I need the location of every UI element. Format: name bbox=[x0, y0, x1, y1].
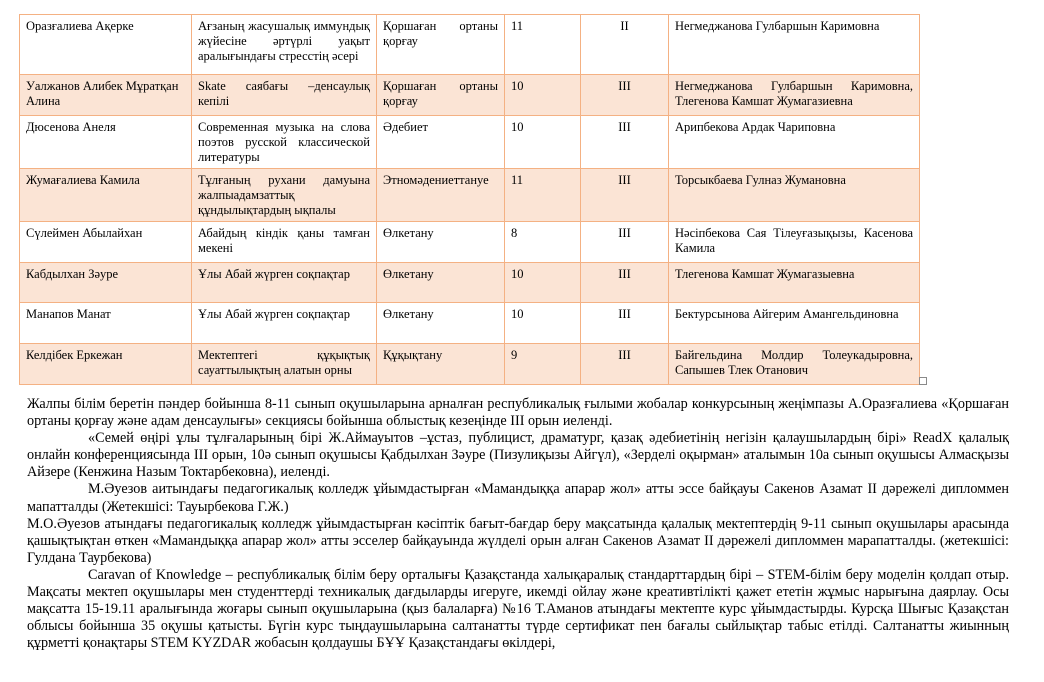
project-topic-cell: Skate саябағы –денсаулық кепілі bbox=[192, 75, 377, 116]
grade-cell: 11 bbox=[505, 15, 581, 75]
project-topic-cell: Абайдың кіндік қаны тамған мекені bbox=[192, 222, 377, 263]
grade-cell: 10 bbox=[505, 303, 581, 344]
student-name-cell: Жумағалиева Камила bbox=[20, 169, 192, 222]
grade-cell: 10 bbox=[505, 75, 581, 116]
results-table bbox=[19, 14, 920, 385]
place-cell: III bbox=[581, 169, 669, 222]
table-row bbox=[20, 303, 920, 344]
project-topic-cell: Современная музыка на слова поэтов русской классической литературы bbox=[192, 116, 377, 169]
table-row bbox=[20, 169, 920, 222]
section-cell: Этномәдениеттануе bbox=[377, 169, 505, 222]
paragraph: М.Әуезов аитындағы педагогикалық колледж ұйымдастырған «Мамандыққа апарар жол» атты эссе байқауы Сакенов Азамат II дәрежелі дипломмен мапатталды (Жетекшісі: Тауырбекова Г.Ж.) bbox=[27, 481, 1009, 515]
grade-cell: 10 bbox=[505, 263, 581, 303]
grade-cell: 9 bbox=[505, 344, 581, 385]
supervisor-cell: Тлегенова Камшат Жумагазыевна bbox=[669, 263, 920, 303]
place-cell: III bbox=[581, 75, 669, 116]
section-cell: Қоршаған ортаны қорғау bbox=[377, 15, 505, 75]
student-name-cell: Манапов Манат bbox=[20, 303, 192, 344]
student-name-cell: Келдібек Еркежан bbox=[20, 344, 192, 385]
table-row bbox=[20, 75, 920, 116]
place-cell: III bbox=[581, 116, 669, 169]
supervisor-cell: Торсыкбаева Гулназ Жумановна bbox=[669, 169, 920, 222]
section-cell: Әдебиет bbox=[377, 116, 505, 169]
student-name-cell: Оразғалиева Ақерке bbox=[20, 15, 192, 75]
project-topic-cell: Ұлы Абай жүрген соқпақтар bbox=[192, 303, 377, 344]
project-topic-cell: Ұлы Абай жүрген соқпақтар bbox=[192, 263, 377, 303]
table-row bbox=[20, 15, 920, 75]
section-cell: Өлкетану bbox=[377, 303, 505, 344]
supervisor-cell: Негмеджанова Гулбаршын Каримовна bbox=[669, 15, 920, 75]
place-cell: III bbox=[581, 303, 669, 344]
section-cell: Қоршаған ортаны қорғау bbox=[377, 75, 505, 116]
section-cell: Өлкетану bbox=[377, 263, 505, 303]
grade-cell: 8 bbox=[505, 222, 581, 263]
table-row bbox=[20, 116, 920, 169]
table-row bbox=[20, 344, 920, 385]
project-topic-cell: Ағзаның жасушалық иммундық жүйесіне әртүрлі уақыт аралығындағы стресстің әсері bbox=[192, 15, 377, 75]
paragraph: «Семей өңірі ұлы тұлғаларының бірі Ж.Аймауытов –ұстаз, публицист, драматург, қазақ әдебиетінің негізін қалаушылардың бірі» ReadX қалалық онлайн конференциясында III орын, 10ә сынып оқушысы Қабдылхан Зәуре (Пизулиқызы Айгүл), «Зерделі оқырман» аталымын 10а сынып оқушысы Алмасқызы Айзере (Кенжина Назым Токтарбековна), иеленді. bbox=[27, 430, 1009, 481]
table-resize-handle[interactable] bbox=[919, 377, 927, 385]
project-topic-cell: Мектептегі құқықтық сауаттылықтың алатын орны bbox=[192, 344, 377, 385]
student-name-cell: Кабдылхан Зәуре bbox=[20, 263, 192, 303]
section-cell: Өлкетану bbox=[377, 222, 505, 263]
place-cell: III bbox=[581, 344, 669, 385]
paragraph: Жалпы білім беретін пәндер бойынша 8-11 сынып оқушыларына арналған республикалық ғылыми жобалар конкурсының жеңімпазы А.Оразғалиева «Қоршаған ортаны қорғау және адам денсаулығы» секциясы бойынша облыстық кезеңінде III орын иеленді. bbox=[27, 396, 1009, 430]
place-cell: III bbox=[581, 263, 669, 303]
grade-cell: 11 bbox=[505, 169, 581, 222]
grade-cell: 10 bbox=[505, 116, 581, 169]
table-row bbox=[20, 263, 920, 303]
paragraph: Caravan of Knowledge – республикалық білім беру орталығы Қазақстанда халықаралық стандарттардың бірі – STEM-білім беру моделін қолдап отыр. Мақсаты мектеп оқушылары мен студенттерді техникалық дағдыларды игеруге, икемді ойлау және креативтілікті қажет ететін жұмыс нарығына даярлау. Осы мақсатта 15-19.11 аралығында жоғары сынып оқушыларына (қыз балаларға) №16 Т.Аманов атындағы мектепте курс ұйымдастырды. Курсқа Шығыс Қазақстан облысы бойынша 35 оқушы қатысты. Бүгін курс тыңдаушыларына салтанатты түрде сертификат пен бағалы сыйлықтар табыс етілді. Салтанатты жиынның құрметті қонақтары STEM KYZDAR жобасын қолдаушы БҰҰ Қазақстандағы өкілдері, bbox=[27, 566, 1009, 652]
supervisor-cell: Негмеджанова Гулбаршын Каримовна, Тлегенова Камшат Жумагазиевна bbox=[669, 75, 920, 116]
student-name-cell: Дюсенова Анеля bbox=[20, 116, 192, 169]
place-cell: III bbox=[581, 222, 669, 263]
paragraph: М.О.Әуезов атындағы педагогикалық колледж ұйымдастырған кәсіптік бағыт-бағдар беру мақсатында қалалық мектептердің 9-11 сынып оқушылары арасында қашықтықтан өткен «Мамандыққа апарар жол» атты эсселер байқауында жүлделі орын алған Сакенов Азамат II дәрежелі дипломмен марапатталды. (жетекшісі: Гулдана Таурбекова) bbox=[27, 515, 1009, 566]
supervisor-cell: Байгельдина Молдир Толеукадыровна, Сапышев Тлек Отанович bbox=[669, 344, 920, 385]
student-name-cell: Уалжанов Алибек Мұратқан Алина bbox=[20, 75, 192, 116]
student-name-cell: Сүлеймен Абылайхан bbox=[20, 222, 192, 263]
supervisor-cell: Арипбекова Ардак Чариповна bbox=[669, 116, 920, 169]
place-cell: II bbox=[581, 15, 669, 75]
supervisor-cell: Нәсіпбекова Сая Тілеуғазықызы, Касенова Камила bbox=[669, 222, 920, 263]
project-topic-cell: Тұлғаның рухани дамуына жалпыадамзаттық құндылықтардың ықпалы bbox=[192, 169, 377, 222]
section-cell: Құқықтану bbox=[377, 344, 505, 385]
table-row bbox=[20, 222, 920, 263]
body-text bbox=[27, 396, 1009, 652]
supervisor-cell: Бектурсынова Айгерим Амангельдиновна bbox=[669, 303, 920, 344]
